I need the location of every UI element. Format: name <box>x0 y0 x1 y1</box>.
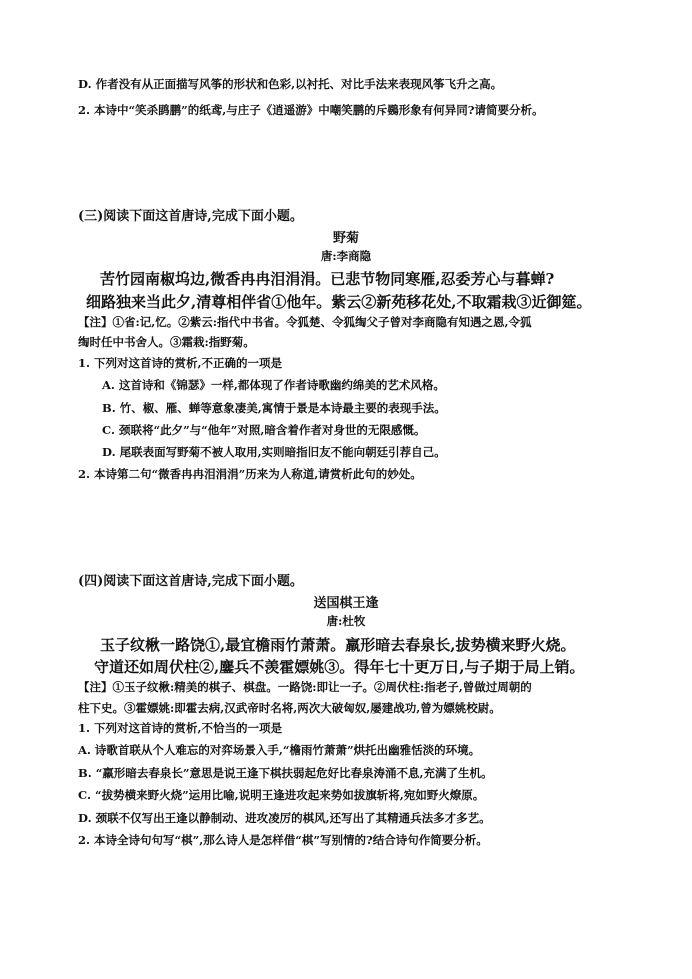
option-c: C. 颈联将“此夕”与“他年”对照,暗含着作者对身世的无限感慨。 <box>102 423 426 437</box>
section-4-heading: (四)阅读下面这首唐诗,完成下面小题。 <box>78 574 303 589</box>
note-line-2: 绹时任中书舍人。③霜栽:指野菊。 <box>78 335 255 349</box>
question-1: 1. 下列对这首诗的赏析,不正确的一项是 <box>78 356 283 370</box>
note-line-1: 【注】①玉子纹楸:精美的棋子、棋盘。一路饶:即让一子。②周伏柱:指老子,曾做过周朝的 <box>78 680 532 694</box>
option-b: B. “羸形暗去春泉长”意思是说王逢下棋扶弱起危好比春泉涛涌不息,充满了生机。 <box>78 766 493 780</box>
poem-author-du-mu: 唐:杜牧 <box>326 614 366 628</box>
section-3-heading: (三)阅读下面这首唐诗,完成下面小题。 <box>78 209 303 224</box>
option-a: A. 这首诗和《锦瑟》一样,都体现了作者诗歌幽约绵美的艺术风格。 <box>102 378 445 392</box>
poem-title-wangfeng: 送国棋王逢 <box>313 596 379 611</box>
poem-line-2: 守道还如周伏柱②,鏖兵不羡霍嫖姚③。得年七十更万日,与子期于局上销。 <box>94 658 585 676</box>
option-d-line: D. 作者没有从正面描写风筝的形状和色彩,以衬托、对比手法来表现风筝飞升之高。 <box>78 77 503 91</box>
poem-line-1: 苦竹园南椒坞边,微香冉冉泪涓涓。已悲节物同寒雁,忍委芳心与暮蝉? <box>100 270 555 288</box>
poem-title-yeju: 野菊 <box>332 231 359 246</box>
option-d: D. 尾联表面写野菊不被人取用,实则暗指旧友不能向朝廷引荐自己。 <box>102 445 446 459</box>
question-2: 2. 本诗第二句“微香冉冉泪涓涓”历来为人称道,请赏析此句的妙处。 <box>78 467 422 481</box>
option-a: A. 诗歌首联从个人难忘的对弈场景入手,“檐雨竹萧萧”烘托出幽雅恬淡的环境。 <box>78 743 481 757</box>
poem-line-2: 细路独来当此夕,清尊相伴省①他年。紫云②新苑移花处,不取霜栽③近御筵。 <box>86 293 592 311</box>
question-2: 2. 本诗全诗句句写“棋”,那么诗人是怎样借“棋”写别情的?结合诗句作简要分析。 <box>78 833 488 847</box>
option-b: B. 竹、椒、雁、蝉等意象凄美,寓情于景是本诗最主要的表现手法。 <box>102 401 446 415</box>
option-d: D. 颈联不仅写出王逢以静制动、进攻凌厉的棋风,还写出了其精通兵法多才多艺。 <box>78 811 491 825</box>
question-2-line: 2. 本诗中“笑杀鹍鹏”的纸鸢,与庄子《逍遥游》中嘲笑鹏的斥鷃形象有何异同?请简要分析。 <box>78 103 544 117</box>
note-line-2: 柱下史。③霍嫖姚:即霍去病,汉武帝时名将,两次大破匈奴,屡建战功,曾为嫖姚校尉。 <box>78 701 501 715</box>
option-c: C. “拔势横来野火烧”运用比喻,说明王逢进攻起来势如拔旗斩将,宛如野火燎原。 <box>78 788 485 802</box>
question-1: 1. 下列对这首诗的赏析,不恰当的一项是 <box>78 721 283 735</box>
poem-author-li-shangyin: 唐:李商隐 <box>320 249 372 263</box>
note-line-1: 【注】①省:记,忆。②紫云:指代中书省。令狐楚、令狐绹父子曾对李商隐有知遇之恩,令狐 <box>78 315 532 329</box>
poem-line-1: 玉子纹楸一路饶①,最宜檐雨竹萧萧。羸形暗去春泉长,拔势横来野火烧。 <box>100 636 576 654</box>
